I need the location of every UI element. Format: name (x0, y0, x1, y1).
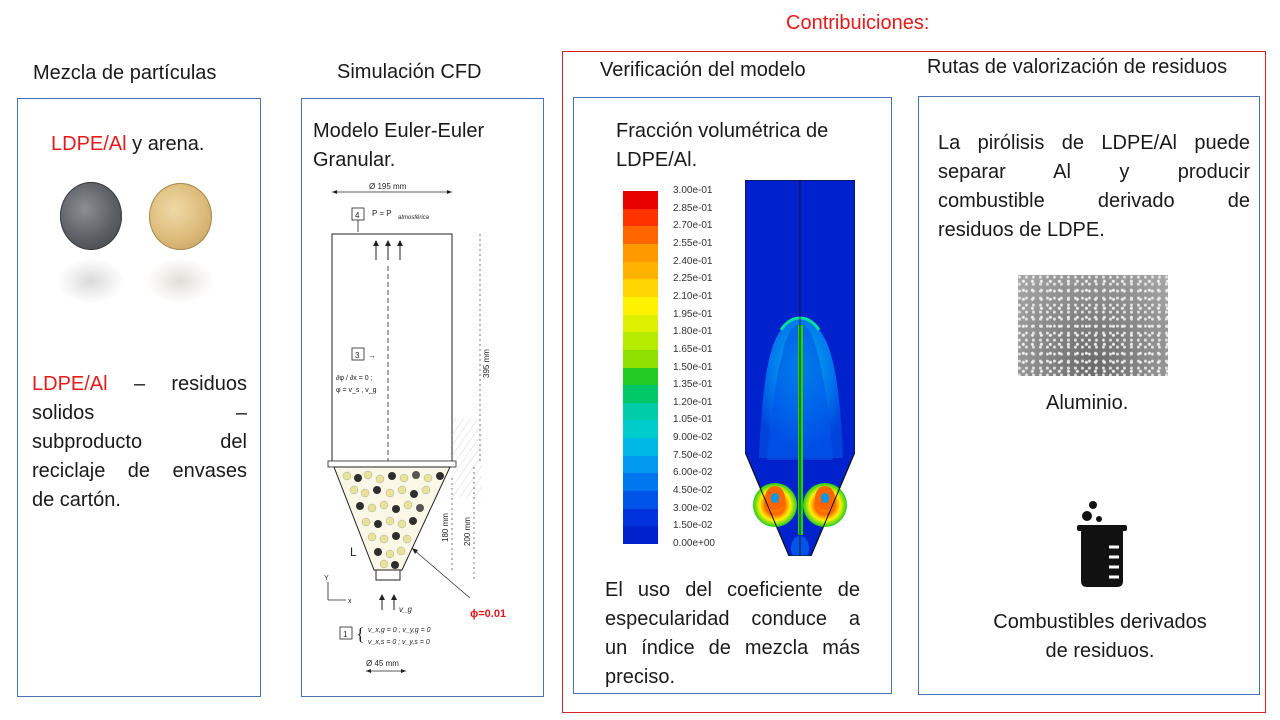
colorbar-tick-label: 1.65e-01 (673, 343, 713, 355)
colorbar-tick-label: 1.50e-02 (673, 520, 713, 532)
colorbar-tick-label: 1.05e-01 (673, 414, 713, 426)
phi-annotation: ϕ=0.01 (470, 608, 507, 620)
colorbar-segment (623, 420, 658, 438)
colorbar-segment (623, 226, 658, 244)
axis-x-label: x (348, 598, 352, 605)
heading-mixture: Mezcla de partículas (33, 62, 217, 84)
mixture-desc-text-1: – residuos (133, 373, 247, 395)
mixture-intro (51, 130, 204, 159)
colorbar (623, 191, 658, 544)
sand-particles-image (149, 183, 212, 250)
colorbar-segment (623, 403, 658, 421)
heading-routes: Rutas de valorización de residuos (927, 56, 1228, 78)
mixture-intro-highlight: LDPE/Al (51, 133, 127, 155)
verification-conclusion (605, 576, 860, 692)
colorbar-tick-label: 6.00e-02 (673, 467, 713, 479)
colorbar-segment (623, 244, 658, 262)
sand-reflection (147, 259, 213, 303)
colorbar-segment (623, 368, 658, 386)
boundary-1-label: 1 (343, 630, 348, 639)
routes-line-4: residuos de LDPE. (938, 219, 1105, 241)
contributions-title: Contribuiciones: (786, 12, 930, 34)
mixture-desc-line-3: subproducto del (32, 431, 247, 453)
colorbar-segment (623, 350, 658, 368)
panel-mixture (17, 98, 261, 697)
mixture-intro-text: y arena. (126, 133, 205, 155)
routes-description (938, 129, 1250, 245)
height-395-label: 395 mm (482, 349, 491, 378)
routes-line-2: separar Al y producir (938, 161, 1250, 183)
gas-boundary-condition: v_x,g = 0 ; v_y,g = 0 (368, 627, 431, 634)
colorbar-segment (623, 385, 658, 403)
colorbar-tick-label: 2.40e-01 (673, 255, 713, 267)
colorbar-segment (623, 191, 658, 209)
mixture-desc-line-5: de cartón. (32, 489, 121, 511)
height-180-label: 180 mm (441, 513, 450, 542)
boundary-4-label: 4 (355, 211, 360, 220)
colorbar-segment (623, 209, 658, 227)
routes-line-1: La pirólisis de LDPE/Al puede (938, 132, 1250, 154)
phi-equation: φ = v_s , v_g (336, 387, 377, 394)
colorbar-segment (623, 262, 658, 280)
volume-fraction-title-2: LDPE/Al. (616, 149, 698, 171)
colorbar-segment (623, 509, 658, 527)
colorbar-tick-label: 3.00e-01 (673, 185, 713, 196)
brace-mark: { (356, 624, 365, 644)
routes-line-3: combustible derivado de (938, 190, 1250, 212)
pressure-label: P = P (372, 209, 392, 218)
verification-line-2: especularidad conduce a (605, 608, 860, 630)
colorbar-tick-label: 2.10e-01 (673, 290, 713, 302)
volume-fraction-contour (745, 180, 855, 556)
gas-velocity-label: v_g (399, 605, 412, 614)
colorbar-segment (623, 279, 658, 297)
colorbar-segment (623, 438, 658, 456)
cone-angle-mark: L (350, 545, 357, 559)
height-200-label: 200 mm (463, 517, 472, 546)
mixture-desc-highlight: LDPE/Al (32, 373, 108, 395)
verification-line-1: El uso del coeficiente de (605, 579, 860, 601)
beaker-icon (1073, 495, 1133, 589)
gradient-equation: ∂φ / ∂x = 0 ; (336, 375, 373, 382)
aluminium-image (1018, 275, 1168, 376)
colorbar-tick-label: 2.25e-01 (673, 273, 713, 285)
colorbar-tick-label: 2.55e-01 (673, 237, 713, 249)
colorbar-tick-label: 1.95e-01 (673, 308, 713, 320)
colorbar-tick-label: 2.70e-01 (673, 220, 713, 232)
colorbar-segment (623, 332, 658, 350)
solid-boundary-condition: v_x,s = 0 ; v_y,s = 0 (368, 639, 430, 646)
colorbar-segment (623, 473, 658, 491)
verification-line-3: un índice de mezcla más (605, 637, 860, 659)
mixture-description (32, 370, 247, 515)
colorbar-tick-label: 1.50e-01 (673, 361, 713, 373)
cfd-model-line-2: Granular. (313, 149, 396, 171)
colorbar-tick-label: 9.00e-02 (673, 432, 713, 444)
colorbar-segment (623, 456, 658, 474)
fuel-label-2: de residuos. (1045, 640, 1155, 662)
colorbar-tick-label: 3.00e-02 (673, 502, 713, 514)
mixture-desc-line-1 (32, 370, 247, 399)
heading-cfd: Simulación CFD (337, 61, 482, 83)
pressure-sub-label: atmosférica (398, 215, 430, 221)
mixture-desc-line-4: reciclaje de envases (32, 460, 247, 482)
colorbar-segment (623, 526, 658, 544)
ldpe-al-particles-image (60, 182, 122, 250)
top-diameter-label: Ø 195 mm (369, 182, 407, 191)
bottom-diameter-label: Ø 45 mm (366, 659, 399, 668)
colorbar-tick-label: 1.80e-01 (673, 326, 713, 338)
fuel-label-1: Combustibles derivados (993, 611, 1207, 633)
colorbar-tick-label: 2.85e-01 (673, 202, 713, 214)
colorbar-tick-label: 4.50e-02 (673, 485, 713, 497)
colorbar-tick-label: 1.35e-01 (673, 379, 713, 391)
volume-fraction-title-1: Fracción volumétrica de (616, 120, 829, 142)
verification-line-4: preciso. (605, 666, 676, 688)
boundary-3-label: 3 (355, 351, 360, 360)
axis-y-label: Y (324, 575, 329, 582)
ldpe-al-reflection (58, 259, 124, 303)
heading-verification: Verificación del modelo (600, 59, 806, 81)
mixture-desc-line-2: solidos – (32, 402, 247, 424)
colorbar-tick-label: 1.20e-01 (673, 396, 713, 408)
colorbar-segment (623, 491, 658, 509)
colorbar-tick-label: 7.50e-02 (673, 449, 713, 461)
colorbar-segment (623, 315, 658, 333)
reactor-schematic (302, 178, 542, 678)
panel-routes (918, 96, 1260, 695)
aluminium-label: Aluminio. (1046, 392, 1129, 414)
cfd-model-line-1: Modelo Euler-Euler (313, 120, 485, 142)
colorbar-tick-label: 0.00e+00 (673, 538, 715, 549)
boundary-3-arrow: → (368, 351, 376, 360)
colorbar-segment (623, 297, 658, 315)
